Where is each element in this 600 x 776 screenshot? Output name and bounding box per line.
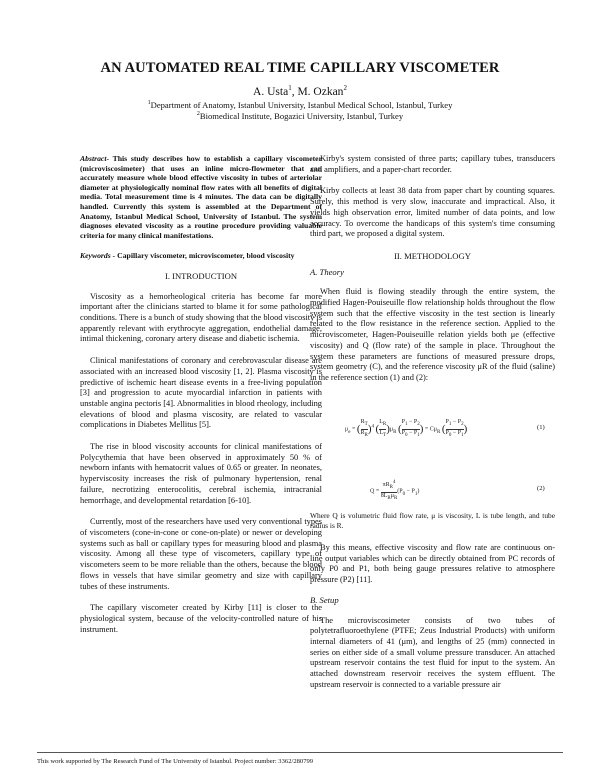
theory-paragraph: When fluid is flowing steadily through the entire system, the modified Hagen-Pouiseuille flow relationship holds throughout the flow system such that the effective viscosity in the test section is linearly related to the flow resistance in the reference section. Applied to the microviscometer, Hagen-Pouiseuille relation yields both μe (effective viscosity) and Q (flow rate) of the sample in place. Throughout the system these parameters are functions of measured pressure drops, system geometry (C), and the reference viscosity μR of the fluid (saline) in the reference section (1) and (2):	[310, 287, 555, 382]
author-line	[0, 84, 600, 98]
right-paragraph-1: Kirby's system consisted of three parts; capillary tubes, transducers and amplifiers, and a paper-chart recorder.	[310, 154, 555, 174]
keywords: Keywords - Capillary viscometer, microviscometer, blood viscosity	[80, 251, 295, 261]
affiliation-2: $^2$Biomedical Institute, Bogazici University, Istanbul, Turkey	[196, 111, 404, 121]
author-1: A. Usta	[253, 85, 289, 98]
intro-paragraph-3: The rise in blood viscosity accounts for clinical manifestations of Polycythemia that have been observed in approximately 50 % of newborn infants with hematocrit values of 0.65 or greater. In neonates, hyperviscosity increases the risk of pulmonary hypertension, renal failure, necrotizing enterocolitis, cerebral ischemia, intracranial hemorrhage, and developmental retardation [6-10].	[80, 442, 322, 505]
intro-paragraph-2: Clinical manifestations of coronary and cerebrovascular disease are associated with an increased blood viscosity [1, 2]. Plasma viscosity is predictive of ischemic heart disease events in a free-living population [3] and progression to acute myocardial infarction in patients with unstable angina pectoris [4]. Abnormalities in blood rheology, including elevations of blood and plasma viscosity, are related to vascular complications in Diabetes Mellitus [5].	[80, 356, 322, 430]
equation-2: Q = $\frac{\pi R_R^4}{8L_R\mu_R}$ $(P_0 - P_1)$	[370, 480, 420, 501]
equation-where-paragraph: Where Q is volumetric fluid flow rate, μ is viscosity, L is tube length, and tube radius is R.	[310, 511, 555, 530]
author-2-sup: 2	[343, 84, 347, 92]
footer-note: This work supported by The Research Fund of The University of Istanbul. Project number: 3362/280799	[37, 758, 314, 765]
theory-heading: A. Theory	[310, 266, 344, 277]
right-paragraph-5: By this means, effective viscosity and flow rate are continuous on-line output variables which can be directly obtained from PC records of only P0 and P1, both being gauge pressures relative to atmosphere pressure (P2) [11].	[310, 543, 555, 585]
right-paragraph-2: Kirby collects at least 38 data from paper chart by counting squares. Surely, this method is very slow, inaccurate and impractical. Also, it yields high observation error, limited number of data points, and low accuracy. To overcome the handicaps of this system's time consuming third part, we proposed a digital system.	[310, 186, 555, 239]
paper-title: AN AUTOMATED REAL TIME CAPILLARY VISCOMETER	[100, 60, 500, 76]
intro-paragraph-5: The capillary viscometer created by Kirby [11] is closer to the physiological system, because of the velocity-controlled nature of his instrument.	[80, 603, 322, 634]
keywords-label: Keywords -	[80, 251, 116, 261]
affiliation-1: $^1$Department of Anatomy, Istanbul University, Istanbul Medical School, Istanbul, Turkey	[147, 100, 453, 110]
equation-1-number: (1)	[537, 424, 545, 431]
footer-rule	[37, 752, 563, 753]
equation-2-number: (2)	[537, 485, 545, 492]
setup-paragraph: The microviscosimeter consists of two tubes of polytetrafluoroethylene (PTFE; Zeus Industrial Products) with uniform internal diameters of 41 (μm), and lengths of 25 (mm) connected in series on either side of a small volume pressure transducer. An attached upstream reservoir contains the test fluid for input to the system. An attached downstream reservoir receives the system effluent. The upstream reservoir is connected to a variable pressure air	[310, 615, 555, 689]
abstract: Abstract- This study describes how to establish a capillary viscometer (microviscosimeter) that uses an inline micro-flowmeter that can accurately measure whole blood effective viscosity in tubes of arteriolar diameter at physiologically nominal flow rates with all benefits of digital media. Total measurement time is 4 minutes. The data can be digitally handled. Currently this system is assembled at the Department of Anatomy, Istanbul Medical School, University of Istanbul. The system diagnoses elevated viscosity as a routine procedure providing valuable criteria for many clinical manifestations.	[80, 154, 322, 240]
author-2: , M. Ozkan	[291, 85, 344, 98]
right-column	[310, 154, 555, 384]
author-1-sup: 1	[288, 84, 292, 92]
abstract-label: Abstract-	[80, 154, 110, 163]
left-column	[80, 154, 322, 635]
introduction-heading: I. INTRODUCTION	[164, 270, 238, 281]
right-column-lower	[310, 511, 555, 690]
setup-heading: B. Setup	[310, 594, 339, 605]
methodology-heading: II. METHODOLOGY	[394, 250, 471, 261]
equation-1: $\mu_e$ = ( $\frac{R_T}{R_R}$ )$^4$ ( $\frac{L_R}{L_T}$ )$\mu_R$ ( $\frac{P_1 - P_2}{P_0 - P_1}$ ) = $C\mu_R$ ( $\frac{P_1 - P_2}{P_0 - P_1}$ )	[345, 419, 468, 438]
intro-paragraph-4: Currently, most of the researchers have used very conventional types of viscometers (cone-in-cone or cone-on-plate) or newer or developing systems such as ball or capillary types for measuring blood and plasma viscosity. Among all these type of viscometers, capillary type of viscometers seem to be more reliable than the others, because the blood flows in vessels that have similar geometry and size with capillary tubes of these instruments.	[80, 517, 322, 591]
intro-paragraph-1: Viscosity as a hemorheological criteria has become far more important after the clinicians started to blame it for some pathological conditions. There is a bunch of study showing that the blood viscosity is apparently relevant with erythrocyte aggregation, endothelial damage, intimal thickening, coronary artery disease and diabetic ischemia.	[80, 291, 322, 344]
